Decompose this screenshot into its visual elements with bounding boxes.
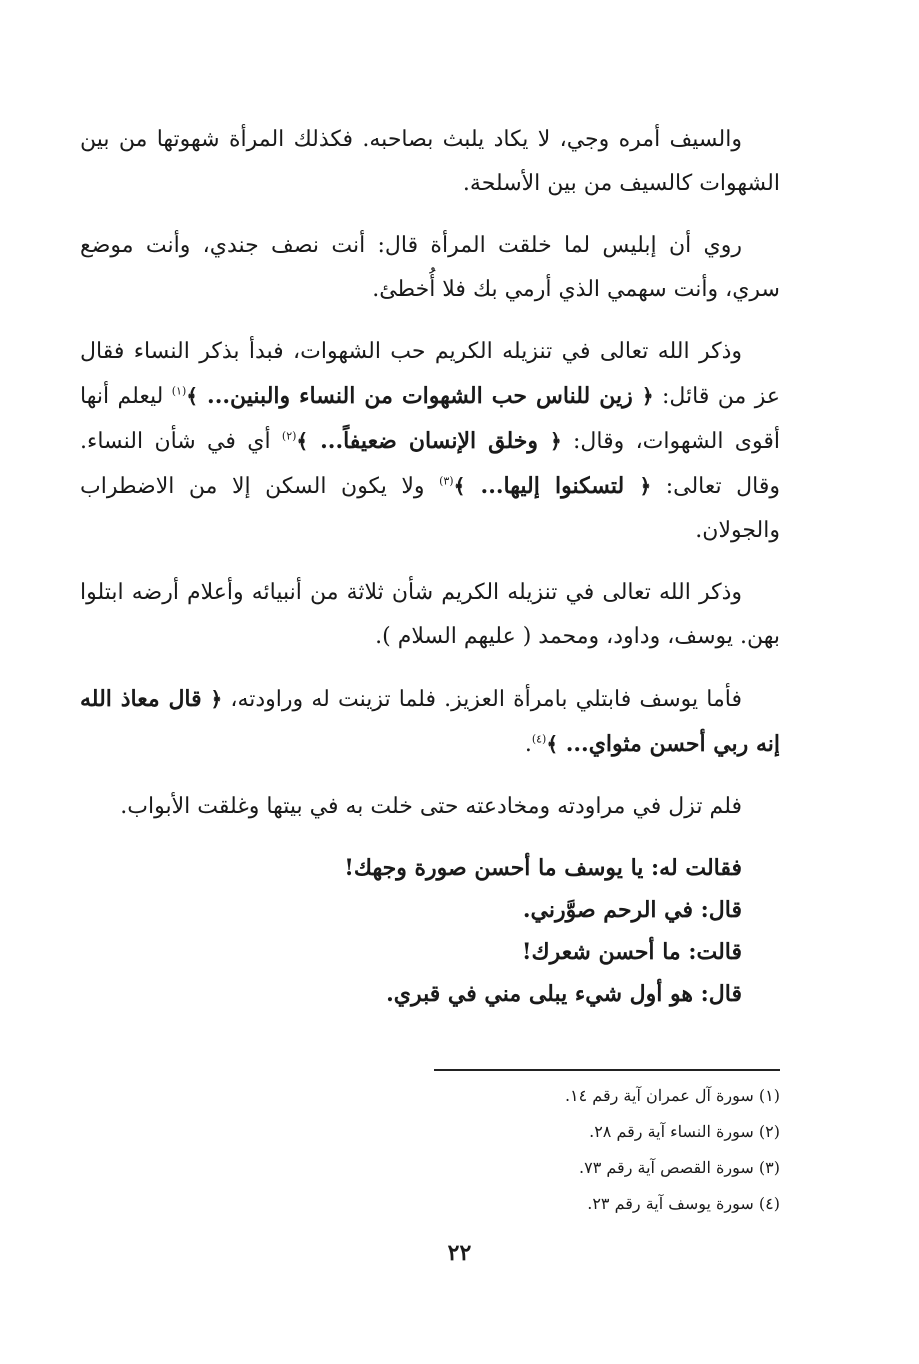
page-number: ٢٢ xyxy=(447,1240,472,1266)
dialogue-line: قال: هو أول شيء يبلى مني في قبري. xyxy=(386,981,742,1007)
quran-quote-3-text: لتسكنوا إليها... xyxy=(480,473,625,499)
footnote-ref-1: (١) xyxy=(171,384,187,398)
footnote-4: (٤) سورة يوسف آية رقم ٢٣. xyxy=(587,1194,780,1213)
footnote-ref-3: (٣) xyxy=(439,474,454,488)
quran-quote-3 xyxy=(454,473,652,499)
paragraph-3-text-1: وذكر الله تعالى في تنزيله الكريم حب الشهوات، فبدأ بذكر النساء فقال عز من قائل: xyxy=(80,339,780,409)
quran-bracket-close: ﴾ xyxy=(186,384,198,408)
footnote-ref-4: (٤) xyxy=(531,732,547,746)
footnote-divider xyxy=(434,1069,780,1071)
quran-quote-2 xyxy=(296,428,561,454)
paragraph-3-text-4: ولا يكون السكن إلا من الاضطراب والجولان. xyxy=(80,474,780,543)
paragraph-4: وذكر الله تعالى في تنزيله الكريم شأن ثلاثة من أنبيائه وأعلام أرضه ابتلوا بهن. يوسف، وداود، ومحمد ( عليهم السلام ). xyxy=(80,580,780,649)
footnote-3: (٣) سورة القصص آية رقم ٧٣. xyxy=(579,1158,780,1177)
dialogue-line: قالت: ما أحسن شعرك! xyxy=(521,939,742,965)
quran-bracket-open: ﴿ xyxy=(210,687,223,711)
dialogue-line: فقالت له: يا يوسف ما أحسن صورة وجهك! xyxy=(344,855,742,881)
dialogue-list xyxy=(80,847,742,1015)
paragraph-6: فلم تزل في مراودته ومخادعته حتى خلت به في بيتها وغلقت الأبواب. xyxy=(120,794,742,819)
paragraph-3-text-2: ليعلم أنها أقوى الشهوات، وقال: xyxy=(80,384,780,454)
quran-quote-1 xyxy=(186,383,653,409)
main-text xyxy=(80,118,780,1015)
footnote-ref-2: (٢) xyxy=(281,429,297,443)
quran-bracket-close: ﴾ xyxy=(546,732,559,756)
quran-quote-1-text: زين للناس حب الشهوات من النساء والبنين... xyxy=(207,383,633,409)
paragraph-5-text-1: فأما يوسف فابتلي بامرأة العزيز. فلما تزينت له وراودته، xyxy=(222,687,742,712)
quran-bracket-open: ﴿ xyxy=(549,429,562,453)
paragraph-3-text-3: أي في شأن النساء. وقال تعالى: xyxy=(80,429,780,499)
paragraph-2: روي أن إبليس لما خلقت المرأة قال: أنت نصف جندي، وأنت موضع سري، وأنت سهمي الذي أرمي بك فلا أُخطئ. xyxy=(80,233,780,302)
quran-bracket-close: ﴾ xyxy=(453,474,466,498)
dialogue-line: قال: في الرحم صوَّرني. xyxy=(522,897,742,923)
quran-bracket-open: ﴿ xyxy=(639,474,652,498)
paragraph-1: والسيف أمره وجي، لا يكاد يلبث بصاحبه. فكذلك المرأة شهوتها من بين الشهوات كالسيف من بين الأسلحة. xyxy=(80,127,780,196)
paragraph-5-text-2: . xyxy=(524,732,532,757)
paragraph-3 xyxy=(80,330,780,553)
quran-bracket-close: ﴾ xyxy=(296,429,309,453)
quran-quote-2-text: وخلق الإنسان ضعيفاً... xyxy=(320,428,538,454)
footnote-1: (١) سورة آل عمران آية رقم ١٤. xyxy=(564,1086,780,1105)
footnote-2: (٢) سورة النساء آية رقم ٢٨. xyxy=(589,1122,780,1141)
footnotes xyxy=(434,1078,780,1222)
quran-quote-4-text: قال معاذ الله إنه ربي أحسن مثواي... xyxy=(80,686,780,757)
quran-bracket-open: ﴿ xyxy=(641,384,654,408)
paragraph-5 xyxy=(80,677,780,767)
